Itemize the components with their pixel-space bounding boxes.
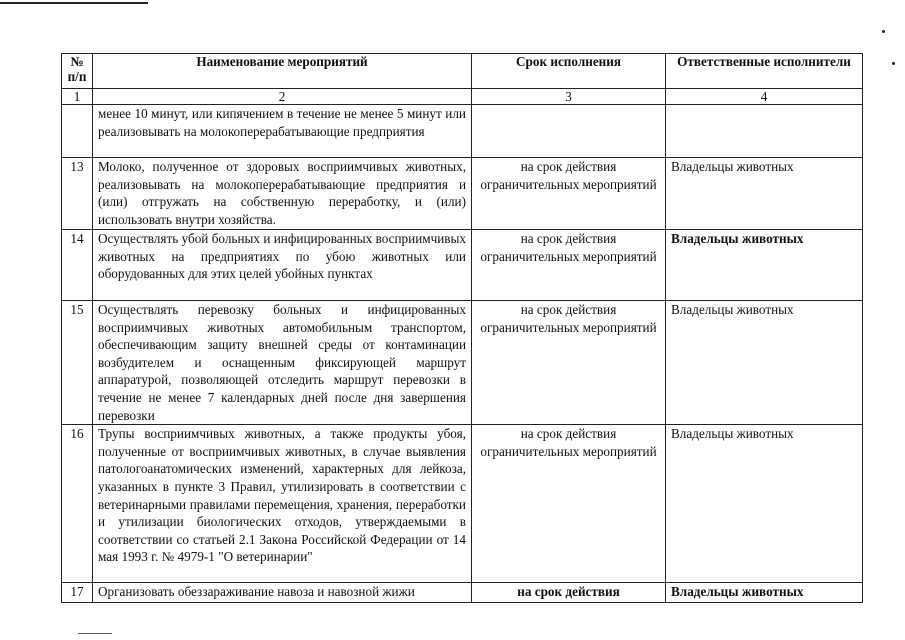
row-task: Молоко, полученное от здоровых восприимчивых животных, реализовывать на молокоперерабатывающие предприятия и (или) отгружать на собственную переработку, и (или) использовать внутри хозяйства. — [93, 158, 472, 230]
row-task: Трупы восприимчивых животных, а также продукты убоя, полученные от восприимчивых животных, в случае выявления патологоанатомических изменений, характерных для лейкоза, указанных в пункте 3 Правил, утилизировать в соответствии с ветеринарными правилами перемещения, хранения, переработки и утилизации биологических отходов, утверждаемыми в соответствии со статьей 2.1 Закона Российской Федерации от 14 мая 1993 г. № 4979-1 "О ветеринарии" — [93, 425, 472, 583]
top-rule — [0, 2, 148, 4]
row-number: 13 — [62, 158, 93, 230]
header-term: Срок исполнения — [472, 54, 666, 89]
column-number: 4 — [666, 89, 863, 105]
row-number: 16 — [62, 425, 93, 583]
row-task: Осуществлять перевозку больных и инфицированных восприимчивых животных автомобильным транспортом, обеспечивающим защиту внешней среды от контаминации возбудителем и оснащенным фиксирующей маршрут аппаратурой, позволяющей отследить маршрут перевозки в течение не менее 7 календарных дней после дня завершения перевозки — [93, 301, 472, 425]
column-number: 3 — [472, 89, 666, 105]
row-number — [62, 105, 93, 158]
row-number: 14 — [62, 230, 93, 301]
measures-table — [61, 53, 863, 603]
row-term: на срок действия ограничительных мероприятий — [472, 301, 666, 425]
row-number: 17 — [62, 583, 93, 603]
row-task: менее 10 минут, или кипячением в течение не менее 5 минут или реализовывать на молокоперерабатывающие предприятия — [93, 105, 472, 158]
row-term: на срок действия — [472, 583, 666, 603]
column-number-row — [62, 89, 863, 105]
table-row — [62, 301, 863, 425]
row-responsible: Владельцы животных — [666, 583, 863, 603]
table-row — [62, 158, 863, 230]
row-responsible: Владельцы животных — [666, 301, 863, 425]
scan-speck — [892, 62, 895, 65]
scan-speck — [882, 30, 885, 33]
header-responsible: Ответственные исполнители — [666, 54, 863, 89]
row-term — [472, 105, 666, 158]
table-row — [62, 425, 863, 583]
row-term: на срок действия ограничительных мероприятий — [472, 425, 666, 583]
row-responsible — [666, 105, 863, 158]
bottom-rule — [78, 633, 112, 634]
column-number: 1 — [62, 89, 93, 105]
table-header-row — [62, 54, 863, 89]
header-name: Наименование мероприятий — [93, 54, 472, 89]
row-task: Организовать обеззараживание навоза и навозной жижи — [93, 583, 472, 603]
row-number: 15 — [62, 301, 93, 425]
row-term: на срок действия ограничительных мероприятий — [472, 158, 666, 230]
row-responsible: Владельцы животных — [666, 158, 863, 230]
row-task: Осуществлять убой больных и инфицированных восприимчивых животных на предприятиях по убою животных или оборудованных для этих целей убойных пунктах — [93, 230, 472, 301]
table-row — [62, 230, 863, 301]
row-term: на срок действия ограничительных мероприятий — [472, 230, 666, 301]
header-num: № п/п — [62, 54, 93, 89]
table-row — [62, 105, 863, 158]
column-number: 2 — [93, 89, 472, 105]
table-row — [62, 583, 863, 603]
row-responsible: Владельцы животных — [666, 425, 863, 583]
row-responsible: Владельцы животных — [666, 230, 863, 301]
